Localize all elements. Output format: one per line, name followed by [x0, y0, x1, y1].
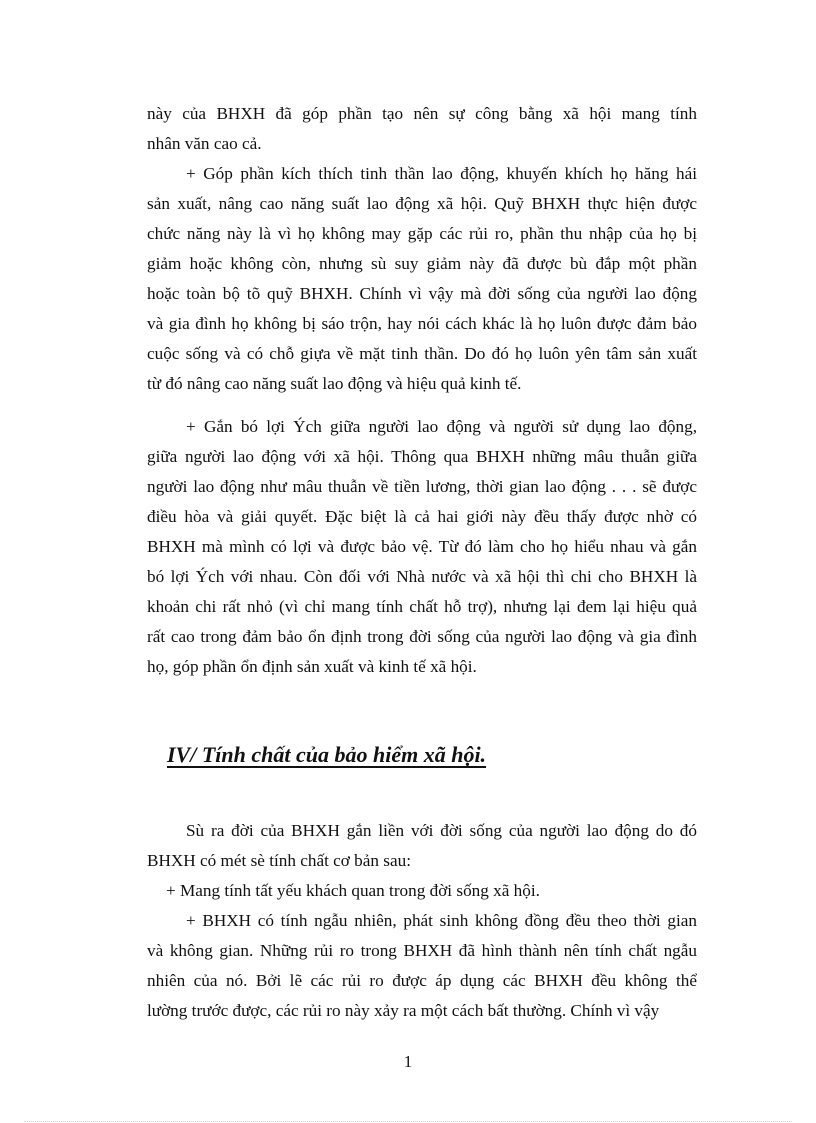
paragraph-2-line-2: sản xuất, nâng cao năng suất lao động xã hội. Quỹ BHXH thực hiện được: [147, 194, 697, 213]
paragraph-3-line-2: giữa người lao động với xã hội. Thông qua BHXH những mâu thuẫn giữa: [147, 447, 697, 466]
paragraph-3-line-3: người lao động như mâu thuẫn về tiền lương, thời gian lao động . . . sẽ được: [147, 477, 697, 496]
paragraph-2-line-8: từ đó nâng cao năng suất lao động và hiệu quả kinh tế.: [147, 374, 522, 393]
paragraph-3-line-8: rất cao trong đảm bảo ổn định trong đời sống của người lao động và gia đình: [147, 627, 697, 646]
paragraph-2-line-4: giảm hoặc không còn, nhưng sù suy giảm này đã được bù đắp một phần: [147, 254, 697, 273]
paragraph-3-line-9: họ, góp phần ổn định sản xuất và kinh tế xã hội.: [147, 657, 477, 676]
section-paragraph-3-line-3: nhiên của nó. Bởi lẽ các rủi ro được áp dụng các BHXH đều không thể: [147, 971, 697, 990]
paragraph-3-line-5: BHXH mà mình có lợi và được bảo vệ. Từ đó làm cho họ hiểu nhau và gắn: [147, 537, 697, 556]
page-number: 1: [403, 1052, 413, 1071]
paragraph-2-line-1: + Góp phần kích thích tinh thần lao động, khuyến khích họ hăng hái: [186, 164, 697, 183]
section-paragraph-3-line-1: + BHXH có tính ngẫu nhiên, phát sinh không đồng đều theo thời gian: [186, 911, 697, 930]
page-bottom-border: [24, 1121, 792, 1122]
paragraph-3-line-6: bó lợi Ých với nhau. Còn đối với Nhà nước và xã hội thì chi cho BHXH là: [147, 567, 697, 586]
section-paragraph-2-line-1: + Mang tính tất yếu khách quan trong đời sống xã hội.: [166, 881, 540, 900]
paragraph-3-line-7: khoản chi rất nhỏ (vì chỉ mang tính chất hỗ trợ), nhưng lại đem lại hiệu quả: [147, 597, 697, 616]
paragraph-2-line-7: cuộc sống và có chỗ giựa về mặt tinh thần. Do đó họ luôn yên tâm sản xuất: [147, 344, 697, 363]
section-paragraph-1-line-2: BHXH có mét sè tính chất cơ bản sau:: [147, 851, 411, 870]
paragraph-3-line-4: điều hòa và giải quyết. Đặc biệt là cả hai giới này đều thấy được nhờ có: [147, 507, 697, 526]
paragraph-2-line-6: và gia đình họ không bị sáo trộn, hay nói cách khác là họ luôn được đảm bảo: [147, 314, 697, 333]
section-heading: IV/ Tính chất của bảo hiểm xã hội.: [167, 742, 487, 767]
section-paragraph-3-line-4: lường trước được, các rủi ro này xảy ra một cách bất thường. Chính vì vậy: [147, 1001, 660, 1020]
paragraph-2-line-3: chức năng này là vì họ không may gặp các rủi ro, phần thu nhập của họ bị: [147, 224, 697, 243]
paragraph-1-line-1: này của BHXH đã góp phần tạo nên sự công bằng xã hội mang tính: [147, 104, 697, 123]
section-paragraph-3-line-2: và không gian. Những rủi ro trong BHXH đã hình thành nên tính chất ngẫu: [147, 941, 697, 960]
section-paragraph-1-line-1: Sù ra đời của BHXH gắn liền với đời sống của người lao động do đó: [186, 821, 697, 840]
paragraph-3-line-1: + Gắn bó lợi Ých giữa người lao động và người sử dụng lao động,: [186, 417, 697, 436]
paragraph-1-line-2: nhân văn cao cả.: [147, 134, 262, 153]
paragraph-2-line-5: hoặc toàn bộ tõ quỹ BHXH. Chính vì vậy mà đời sống của người lao động: [147, 284, 697, 303]
